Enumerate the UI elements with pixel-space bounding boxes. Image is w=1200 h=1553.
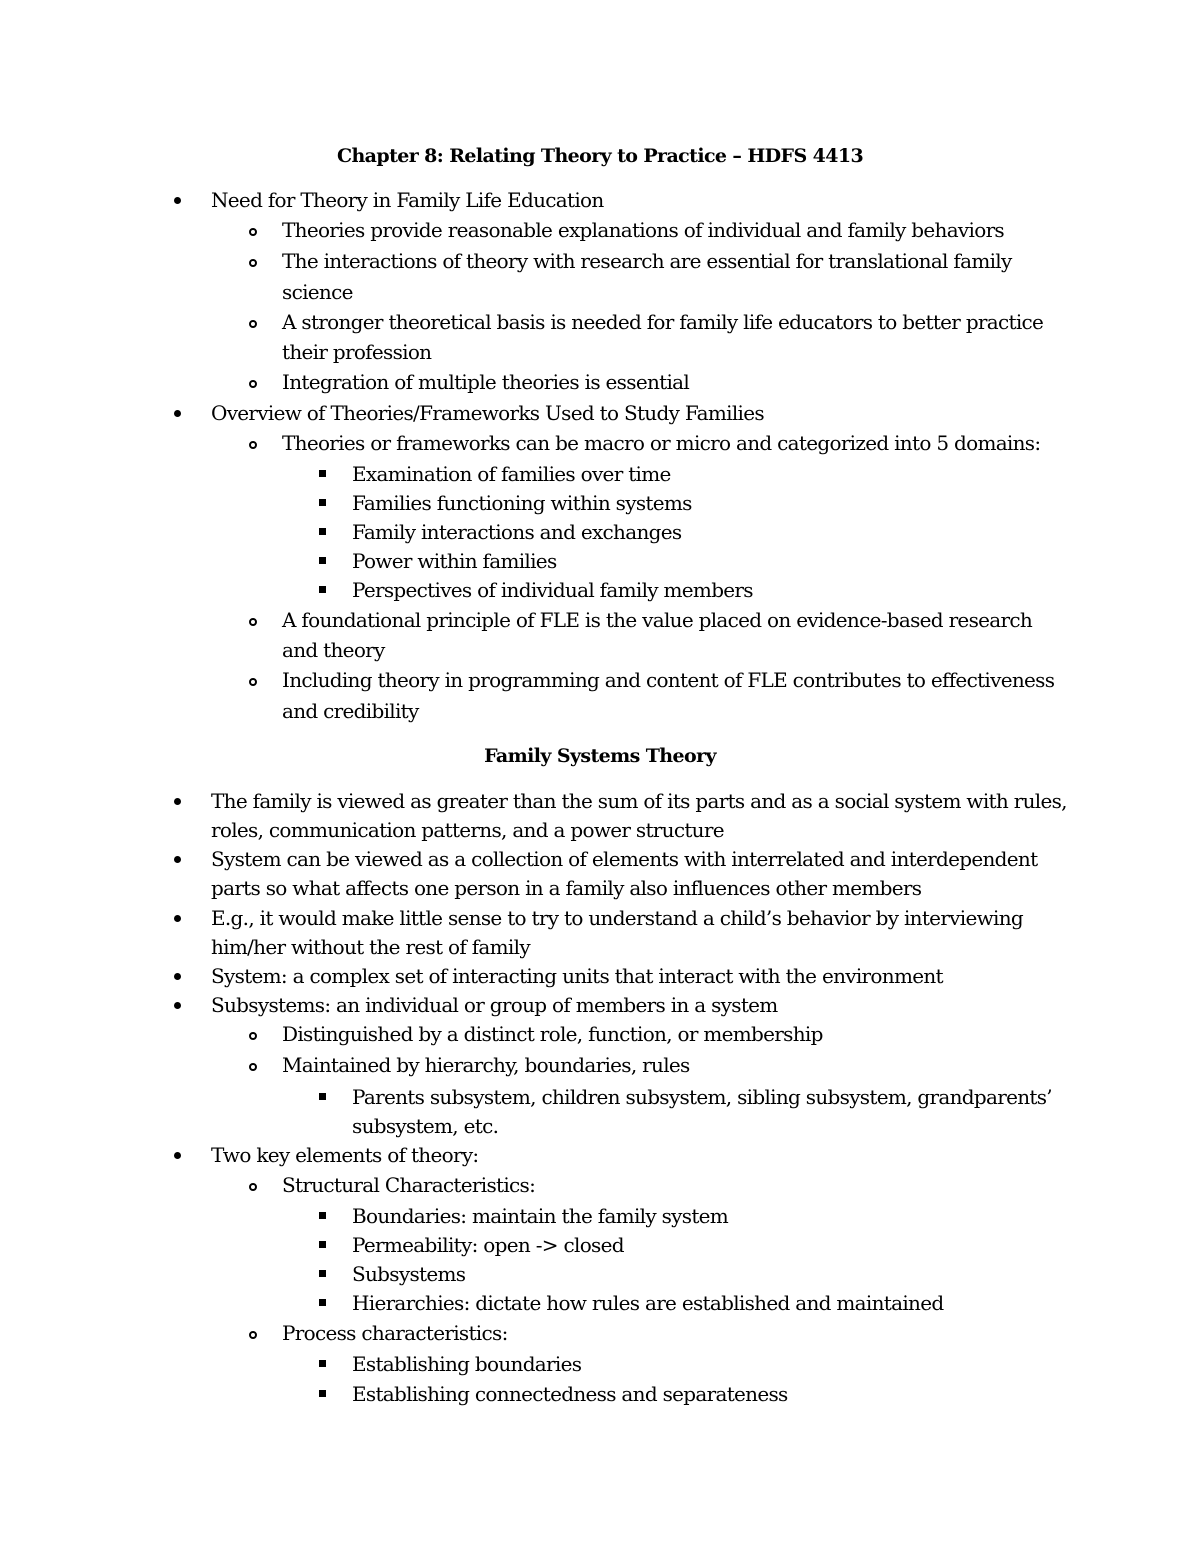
- list-item: E.g., it would make little sense to try to understand a child’s behavior by interviewing: [211, 903, 1023, 933]
- bullet-circle-icon: [249, 441, 257, 449]
- list-item-continuation: their profession: [282, 340, 432, 364]
- list-item: System can be viewed as a collection of elements with interrelated and interdependent: [211, 844, 1037, 874]
- bullet-disc-icon: [174, 798, 181, 805]
- list-item: A foundational principle of FLE is the value placed on evidence-based research: [282, 605, 1032, 635]
- list-item: A stronger theoretical basis is needed for family life educators to better practice: [282, 307, 1043, 337]
- list-item: Permeability: open -> closed: [352, 1230, 624, 1260]
- bullet-square-icon: [319, 499, 326, 506]
- list-item: Including theory in programming and content of FLE contributes to effectiveness: [282, 665, 1054, 695]
- list-item: Establishing boundaries: [352, 1349, 581, 1379]
- list-item: Family interactions and exchanges: [352, 517, 681, 547]
- bullet-square-icon: [319, 1270, 326, 1277]
- bullet-square-icon: [319, 470, 326, 477]
- bullet-disc-icon: [174, 915, 181, 922]
- list-item: Parents subsystem, children subsystem, sibling subsystem, grandparents’: [352, 1082, 1052, 1112]
- list-item-continuation: and credibility: [282, 699, 419, 723]
- bullet-square-icon: [319, 1390, 326, 1397]
- bullet-square-icon: [319, 1299, 326, 1306]
- list-item: The interactions of theory with research are essential for translational family: [282, 246, 1012, 276]
- bullet-square-icon: [319, 528, 326, 535]
- list-item: Overview of Theories/Frameworks Used to Study Families: [211, 398, 764, 428]
- page-title: Chapter 8: Relating Theory to Practice – HDFS 4413: [336, 145, 864, 167]
- list-item: Theories provide reasonable explanations of individual and family behaviors: [282, 215, 1004, 245]
- bullet-circle-icon: [249, 1183, 257, 1191]
- list-item: Hierarchies: dictate how rules are established and maintained: [352, 1288, 943, 1318]
- bullet-disc-icon: [174, 1002, 181, 1009]
- bullet-square-icon: [319, 1241, 326, 1248]
- bullet-circle-icon: [249, 228, 257, 236]
- list-item-continuation: parts so what affects one person in a family also influences other members: [211, 876, 922, 900]
- list-item: Establishing connectedness and separateness: [352, 1379, 788, 1409]
- list-item-continuation: subsystem, etc.: [352, 1114, 499, 1138]
- list-item: Process characteristics:: [282, 1318, 508, 1348]
- bullet-disc-icon: [174, 1152, 181, 1159]
- list-item: Families functioning within systems: [352, 488, 692, 518]
- list-item: Maintained by hierarchy, boundaries, rules: [282, 1050, 690, 1080]
- list-item: Examination of families over time: [352, 459, 671, 489]
- list-item: System: a complex set of interacting units that interact with the environment: [211, 961, 943, 991]
- bullet-circle-icon: [249, 1331, 257, 1339]
- bullet-circle-icon: [249, 380, 257, 388]
- bullet-circle-icon: [249, 259, 257, 267]
- bullet-square-icon: [319, 586, 326, 593]
- bullet-circle-icon: [249, 1032, 257, 1040]
- list-item-continuation: him/her without the rest of family: [211, 935, 530, 959]
- list-item: Subsystems: [352, 1259, 465, 1289]
- bullet-disc-icon: [174, 856, 181, 863]
- bullet-disc-icon: [174, 410, 181, 417]
- bullet-disc-icon: [174, 197, 181, 204]
- section-heading: Family Systems Theory: [484, 745, 716, 767]
- bullet-circle-icon: [249, 1063, 257, 1071]
- list-item-continuation: and theory: [282, 638, 385, 662]
- list-item: Boundaries: maintain the family system: [352, 1201, 728, 1231]
- bullet-disc-icon: [174, 973, 181, 980]
- list-item: Two key elements of theory:: [211, 1140, 478, 1170]
- bullet-circle-icon: [249, 618, 257, 626]
- list-item: Subsystems: an individual or group of members in a system: [211, 990, 778, 1020]
- list-item: Distinguished by a distinct role, function, or membership: [282, 1019, 823, 1049]
- list-item-continuation: science: [282, 280, 353, 304]
- bullet-square-icon: [319, 1212, 326, 1219]
- list-item: Structural Characteristics:: [282, 1170, 535, 1200]
- bullet-square-icon: [319, 1360, 326, 1367]
- bullet-square-icon: [319, 1093, 326, 1100]
- list-item: Integration of multiple theories is essential: [282, 367, 689, 397]
- list-item: Perspectives of individual family members: [352, 575, 753, 605]
- list-item: Need for Theory in Family Life Education: [211, 185, 604, 215]
- list-item-continuation: roles, communication patterns, and a power structure: [211, 818, 724, 842]
- bullet-circle-icon: [249, 678, 257, 686]
- list-item: The family is viewed as greater than the sum of its parts and as a social system with rules,: [211, 786, 1067, 816]
- bullet-square-icon: [319, 557, 326, 564]
- list-item: Theories or frameworks can be macro or micro and categorized into 5 domains:: [282, 428, 1040, 458]
- bullet-circle-icon: [249, 320, 257, 328]
- list-item: Power within families: [352, 546, 557, 576]
